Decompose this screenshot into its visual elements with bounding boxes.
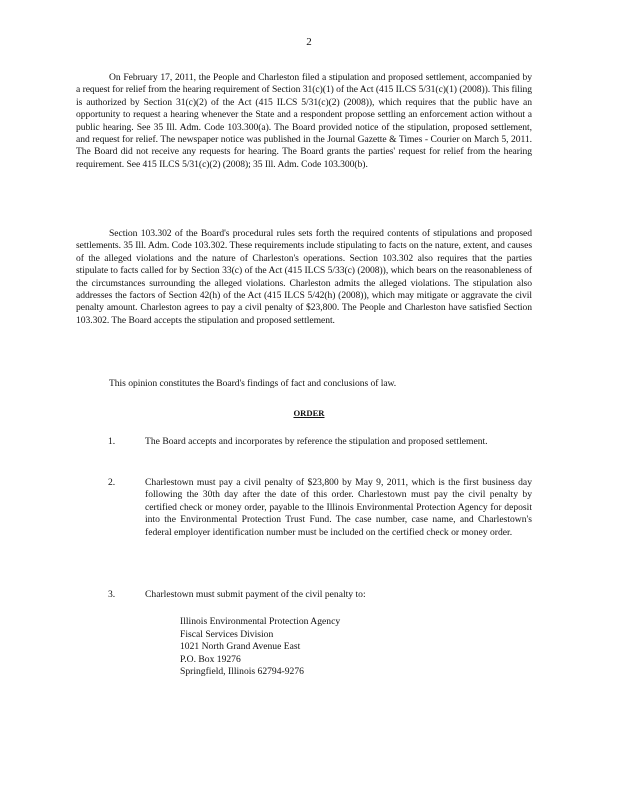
- paragraph-findings: This opinion constitutes the Board's findings of fact and conclusions of law.: [109, 378, 397, 389]
- paragraph-stipulation-filing: On February 17, 2011, the People and Charleston filed a stipulation and proposed settlement, accompanied by a request for relief from the hearing requirement of Section 31(c)(1) of the Act (415 ILCS 5/31(c)(1) (2008)). This filing is authorized by Section 31(c)(2) of the Act (415 ILCS 5/31(c)(2) (2008)), which requires that the public have an opportunity to request a hearing whenever the State and a respondent propose settling an enforcement action without a public hearing. See 35 Ill. Adm. Code 103.300(a). The Board provided notice of the stipulation, proposed settlement, and request for relief. The newspaper notice was published in the Journal Gazette & Times - Courier on March 5, 2011. The Board did not receive any requests for hearing. The Board grants the parties' request for relief from the hearing requirement. See 415 ILCS 5/31(c)(2) (2008); 35 Ill. Adm. Code 103.300(b).: [76, 72, 532, 170]
- order-item-text: Charlestown must pay a civil penalty of $23,800 by May 9, 2011, which is the first business day following the 30th day after the date of this order. Charlestown must pay the civil penalty by certified check or money order, payable to the Illinois Environmental Protection Agency for deposit into the Environmental Protection Trust Fund. The case number, case name, and Charlestown's federal employer identification number must be included on the certified check or money order.: [145, 477, 532, 538]
- payment-address: [180, 616, 340, 679]
- order-heading: [0, 408, 618, 418]
- address-line-agency: Illinois Environmental Protection Agency: [180, 616, 341, 627]
- order-item-number: 1.: [108, 436, 116, 447]
- address-line-division: Fiscal Services Division: [180, 628, 274, 640]
- order-heading-text: ORDER: [293, 408, 325, 418]
- address-line-street: 1021 North Grand Avenue East: [180, 641, 301, 653]
- page-number: 2: [306, 36, 312, 48]
- address-line-city: Springfield, Illinois 62794-9276: [180, 666, 304, 678]
- order-item-number: 2.: [108, 477, 116, 488]
- order-item-text: The Board accepts and incorporates by reference the stipulation and proposed settlement.: [145, 436, 488, 447]
- address-line-po-box: P.O. Box 19276: [180, 653, 241, 665]
- paragraph-section-103-302: Section 103.302 of the Board's procedural rules sets forth the required contents of stipulations and proposed settlements. 35 Ill. Adm. Code 103.302. These requirements include stipulating to facts on the nature, extent, and causes of the alleged violations and the nature of Charleston's operations. Section 103.302 also requires that the parties stipulate to facts called for by Section 33(c) of the Act (415 ILCS 5/33(c) (2008)), which bears on the reasonableness of the circumstances surrounding the alleged violations. Charleston admits the alleged violations. The stipulation also addresses the factors of Section 42(h) of the Act (415 ILCS 5/42(h) (2008)), which may mitigate or aggravate the civil penalty amount. Charleston agrees to pay a civil penalty of $23,800. The People and Charleston have satisfied Section 103.302. The Board accepts the stipulation and proposed settlement.: [76, 228, 532, 326]
- order-item-number: 3.: [108, 589, 116, 600]
- order-item-text: Charlestown must submit payment of the civil penalty to:: [145, 589, 366, 600]
